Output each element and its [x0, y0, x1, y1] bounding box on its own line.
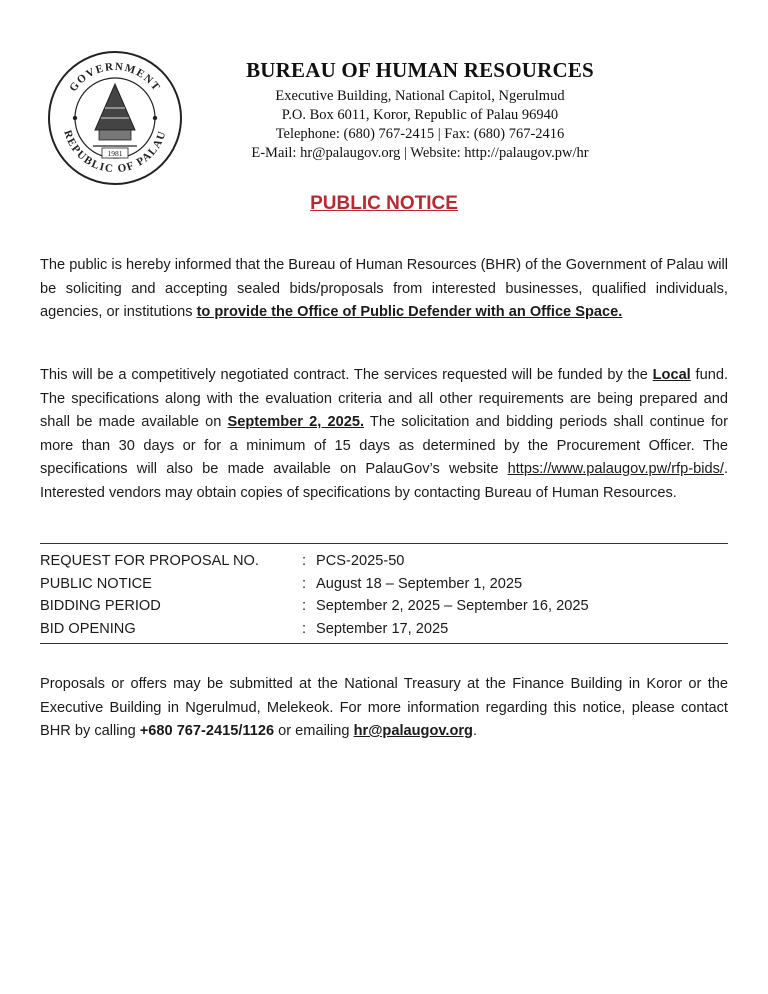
- seal-bottom-text: REPUBLIC OF PALAU: [61, 128, 169, 176]
- phone-fax-line: Telephone: (680) 767-2415 | Fax: (680) 767-2416: [275, 126, 565, 142]
- row-colon: :: [302, 575, 307, 592]
- table-row: [40, 618, 728, 641]
- notice-title: PUBLIC NOTICE: [310, 193, 458, 214]
- submission-paragraph: [40, 673, 728, 744]
- table-top-rule: [40, 543, 728, 544]
- row-colon: :: [302, 598, 307, 614]
- government-seal: [47, 50, 183, 186]
- contract-text-4: . Interested vendors may obtain copies of specifications by contacting Bureau of Human Resources.: [40, 461, 728, 501]
- rfp-bids-link[interactable]: https://www.palaugov.pw/rfp-bids/: [507, 461, 724, 477]
- availability-date: September 2, 2025.: [227, 414, 364, 430]
- seal-year: 1981: [107, 149, 123, 158]
- intro-text: The public is hereby informed that the Bureau of Human Resources (BHR) of the Government of Palau will be soliciting and accepting sealed bids/proposals from interested businesses, qualified individuals, agencies, or institutions: [40, 257, 728, 320]
- contact-email-link[interactable]: hr@palaugov.org: [353, 723, 473, 739]
- row-value: August 18 – September 1, 2025: [316, 575, 523, 592]
- submission-text-2: or emailing: [274, 723, 354, 739]
- contract-text-1: This will be a competitively negotiated contract. The services requested will be funded by the: [40, 367, 653, 383]
- table-bottom-rule: [40, 643, 728, 644]
- row-value: September 17, 2025: [316, 620, 449, 637]
- contact-phone: +680 767-2415/1126: [139, 723, 275, 739]
- letterhead: [210, 58, 630, 163]
- seal-top-text: GOVERNMENT: [67, 60, 163, 95]
- table-row: [40, 595, 728, 618]
- address-line-2: P.O. Box 6011, Koror, Republic of Palau 96940: [281, 107, 559, 123]
- address-line-1: Executive Building, National Capitol, Ngerulmud: [275, 88, 565, 104]
- row-colon: :: [302, 620, 307, 637]
- table-row: [40, 550, 728, 573]
- email-website-line: E-Mail: hr@palaugov.org | Website: http://palaugov.pw/hr: [251, 145, 589, 161]
- row-value: PCS-2025-50: [316, 553, 405, 569]
- row-value: September 2, 2025 – September 16, 2025: [316, 598, 589, 614]
- fund-type: Local: [652, 367, 691, 383]
- contract-paragraph: [40, 364, 728, 505]
- row-label: PUBLIC NOTICE: [40, 575, 152, 592]
- row-label: BIDDING PERIOD: [40, 598, 161, 614]
- organization-name: BUREAU OF HUMAN RESOURCES: [246, 58, 594, 82]
- bai-house-icon: [93, 84, 137, 146]
- row-label: REQUEST FOR PROPOSAL NO.: [40, 553, 259, 569]
- contract-text-2: fund. The specifications along with the evaluation criteria and all other requirements are being prepared and shall be made available on: [40, 367, 728, 430]
- intro-paragraph: [40, 254, 728, 325]
- row-label: BID OPENING: [40, 620, 136, 637]
- contract-text-3: The solicitation and bidding periods shall continue for more than 30 days or for a minimum of 15 days as determined by the Procurement Officer. The specifications will also be made available on PalauGov’s website: [40, 414, 728, 477]
- rfp-details-table: [40, 550, 728, 640]
- row-colon: :: [302, 553, 307, 569]
- submission-text-1: Proposals or offers may be submitted at the National Treasury at the Finance Building in Koror or the Executive Building in Ngerulmud, Melekeok. For more information regarding this notice, please contact BHR by calling: [40, 676, 728, 739]
- table-row: [40, 573, 728, 596]
- submission-text-3: .: [472, 723, 478, 739]
- purpose-emphasis: to provide the Office of Public Defender with an Office Space.: [196, 304, 623, 320]
